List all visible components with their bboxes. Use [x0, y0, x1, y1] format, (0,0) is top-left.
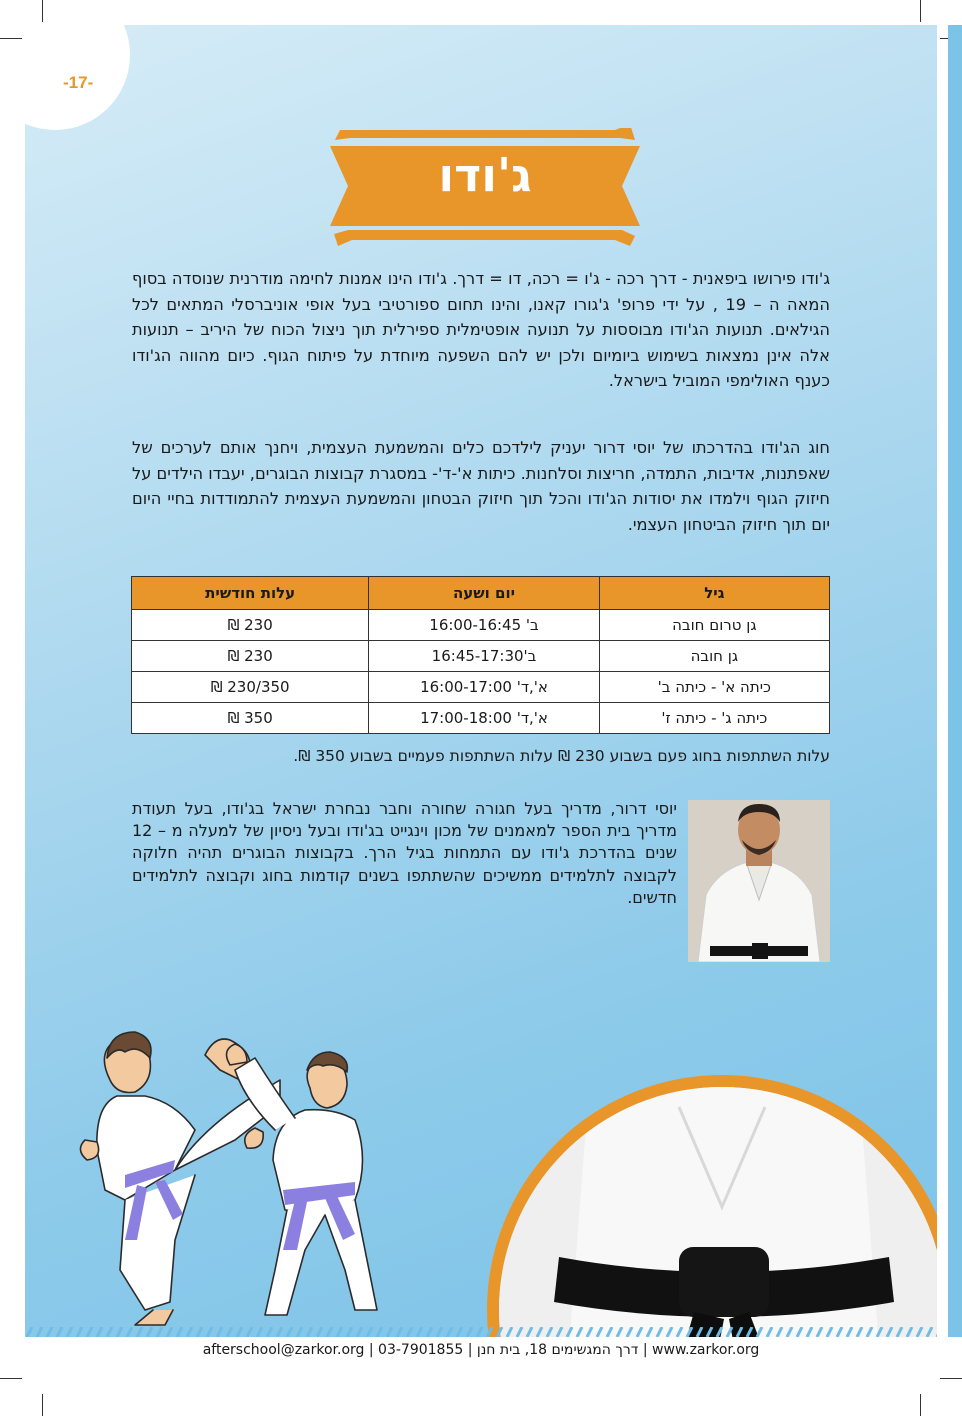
crop-mark [0, 1378, 22, 1379]
cell-age: גן חובה [599, 641, 829, 672]
cell-day-time: ב'16:45-17:30 [369, 641, 599, 672]
coach-photo [688, 800, 830, 962]
cell-cost: 350 ₪ [132, 703, 369, 734]
cell-age: גן טרום חובה [599, 610, 829, 641]
crop-mark [0, 38, 22, 39]
cell-cost: 230 ₪ [132, 641, 369, 672]
crop-mark [920, 1394, 921, 1416]
black-belt-photo [487, 1075, 937, 1337]
cell-day-time: ב' 16:00-16:45 [369, 610, 599, 641]
crop-mark [940, 1378, 962, 1379]
page-bleed-edge [948, 25, 962, 1337]
cell-cost: 230 ₪ [132, 610, 369, 641]
schedule-table [131, 576, 830, 734]
price-note: עלות השתתפות בחוג פעם בשבוע 230 ₪ עלות השתתפות פעמיים בשבוע 350 ₪. [293, 747, 830, 765]
table-row [132, 641, 830, 672]
cell-day-time: א',ד' 17:00-18:00 [369, 703, 599, 734]
intro-paragraph: ג'ודו פירושו ביפאנית - דרך רכה - ג'ו = רכה, דו = דרך. ג'ודו הינו אמנות לחימה מודרנית שנוסדה בסוף המאה ה – 19 , על ידי פרופ' ג'גורו קאנו, והינו תחום ספורטיבי בעל אופי אוניברסלי המתאים לכל הגילאים. תנועות הג'ודו מבוססות על תנועה אופטימלית ספירלית תוך ניצול הכוח של היריב – תנועות אלה אינן נמצאות בשימוש ביומיום ולכן יש להם השפעה מיוחדת על פיתוח הגוף. כיום מהווה הג'ודו כענף האולימפי המוביל בישראל. [132, 269, 830, 391]
cell-cost: 230/350 ₪ [132, 672, 369, 703]
crop-mark [42, 0, 43, 22]
class-paragraph: חוג הג'ודו בהדרכתו של יוסי דרור יעניק לילדכם כלים והמשמעת העצמית, ויחנך אותם לערכים של שאפתנות, אדיבות, התמדה, חריצות וסלחנות. כיתות א'-ד'- במסגרת קבוצות הבוגרים, יעבדו הילדים על חיזוק הגוף וילמדו את יסודות הג'ודו והכל תוך חיזוק הבטחון והמשמעת העצמית להתמודדות בחיי היום יום תוך חיזוק הביטחון העצמי. [132, 438, 830, 534]
cell-day-time: א',ד' 16:00-17:00 [369, 672, 599, 703]
header-monthly-cost: עלות חודשית [132, 577, 369, 610]
page [25, 25, 937, 1337]
table-row [132, 672, 830, 703]
coach-figure-icon [688, 800, 830, 962]
page-title: ג'ודו [438, 148, 532, 202]
judo-fighters-illustration [25, 1010, 445, 1330]
footer-stripe-pattern [25, 1327, 937, 1337]
table-row [132, 610, 830, 641]
crop-mark [42, 1394, 43, 1416]
cell-age: כיתה ג' - כיתה ז' [599, 703, 829, 734]
cell-age: כיתה א' - כיתה ב' [599, 672, 829, 703]
title-banner [330, 128, 640, 246]
header-day-time: יום ושעה [369, 577, 599, 610]
table-row [132, 703, 830, 734]
crop-mark [920, 0, 921, 22]
header-age: גיל [599, 577, 829, 610]
page-number: -17- [63, 73, 94, 92]
footer-contact: afterschool@zarkor.org | 03-7901855 | דרך המגשימים 18, בית חנן | www.zarkor.org [202, 1342, 760, 1358]
coach-bio: יוסי דרור, מדריך בעל חגורה שחורה וחבר נבחרת ישראל בג'ודו, בעל תעודת מדריך בית הספר למאמנים של מכון וינגייט בג'ודו ובעל ניסיון של למעלה מ – 12 שנים בהדרכת ג'ודו עם התמחות בגיל הרך. בקבוצות הבוגרים תהיה חלוקה לקבוצה לתלמידים ממשיכים שהשתתפו בשנים קודמות בחוג וקבוצה לתלמידים חדשים. [132, 799, 677, 907]
table-header-row [132, 577, 830, 610]
black-belt-icon [499, 1087, 937, 1337]
